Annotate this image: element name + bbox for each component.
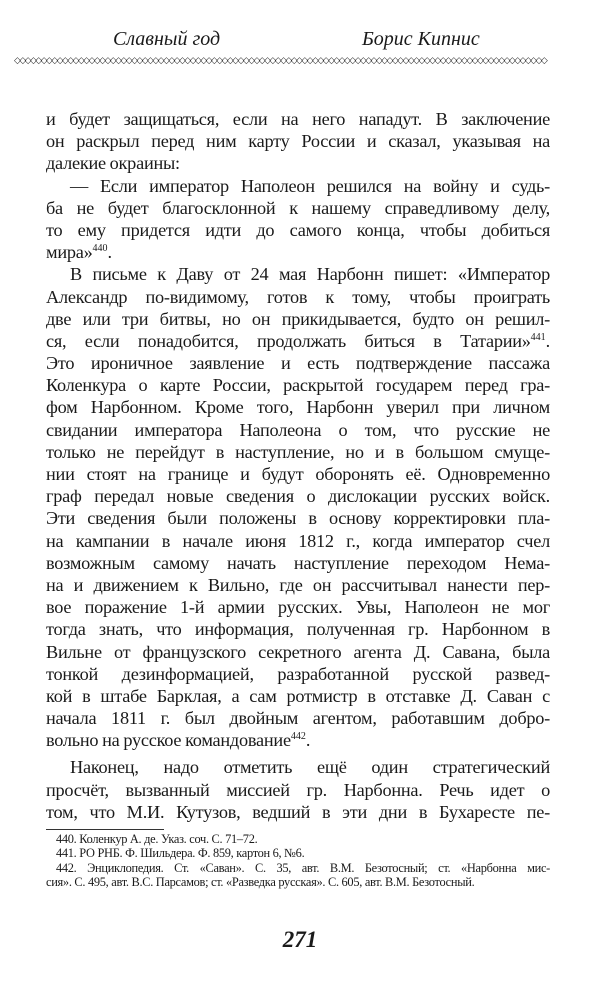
text-line xyxy=(46,507,550,529)
footnote-ref[interactable]: 440 xyxy=(92,243,108,255)
text-line xyxy=(46,685,550,707)
text-line-content: тонкой дезинформацией, разработанной русской развед- xyxy=(46,663,550,684)
footnote-line: 440. Коленкур А. де. Указ. соч. С. 71–72. xyxy=(56,832,258,846)
page-number: 271 xyxy=(282,927,318,952)
text-line xyxy=(46,530,550,552)
running-header-title: Славный год xyxy=(113,28,221,50)
text-line-content: две или три битвы, но он прикидывается, будто он решил- xyxy=(46,308,550,329)
footnote-line: 441. РО РНБ. Ф. Шильдера. Ф. 859, картон 6, №6. xyxy=(56,846,305,861)
text-line xyxy=(46,197,550,219)
body-text xyxy=(46,108,550,823)
text-line xyxy=(46,108,550,130)
text-line xyxy=(46,729,550,751)
text-line xyxy=(46,263,550,285)
text-line-content: фом Нарбонном. Кроме того, Нарбонн уверил при личном xyxy=(46,397,550,418)
text-line-content: В письме к Даву от 24 мая Нарбонн пишет: «Император xyxy=(70,264,550,285)
text-line-content: том, что М.И. Кутузов, ведший в эти дни в Бухаресте пе- xyxy=(46,801,550,822)
text-line-content: мира» xyxy=(46,242,93,263)
text-line-content: свидании императора Наполеона о том, что русские не xyxy=(46,419,550,440)
footnote-line: сия». С. 495, авт. В.С. Парсамов; ст. «Разведка русская». С. 605, авт. В.М. Безотосный. xyxy=(46,874,475,889)
text-line xyxy=(46,596,550,618)
text-line xyxy=(46,574,550,596)
text-line-content: Наконец, надо отметить ещё один стратегический xyxy=(70,757,550,778)
text-line xyxy=(46,352,550,374)
text-line-content: то ему придется идти до самого конца, чтобы добиться xyxy=(46,219,550,240)
text-line-tail: . xyxy=(305,730,311,751)
text-line-tail: . xyxy=(545,330,550,351)
footnotes xyxy=(46,832,550,889)
text-line-content: ся, если понадобится, продолжать биться в Татарии» xyxy=(46,330,531,351)
footnote-line: 442. Энциклопедия. Ст. «Саван». С. 35, авт. В.М. Безотосный; ст. «Нарбонна мис- xyxy=(56,860,550,875)
running-header-author: Борис Кипнис xyxy=(362,28,480,50)
text-line-content: далекие окраины: xyxy=(46,153,180,174)
text-line-content: возможным самому начать наступление переходом Нема- xyxy=(46,552,550,573)
text-line-tail: . xyxy=(107,242,112,263)
text-line-content: на и движением к Вильно, где он рассчитывал нанести пер- xyxy=(46,574,550,595)
footnote-separator xyxy=(46,829,164,830)
text-line-content: Вильне от французского секретного агента Д. Савана, была xyxy=(46,641,550,662)
text-line xyxy=(46,463,550,485)
text-line xyxy=(46,286,550,308)
text-line-content: только не перейдут в наступление, но и в большом смуще- xyxy=(46,441,550,462)
text-line xyxy=(46,330,550,352)
text-line xyxy=(46,707,550,729)
text-line-content: граф передал новые сведения о дислокации русских войск. xyxy=(46,486,550,507)
text-line xyxy=(46,441,550,463)
text-line xyxy=(46,219,550,241)
text-line xyxy=(46,396,550,418)
text-line-content: — Если император Наполеон решился на войну и судь- xyxy=(70,175,550,196)
text-line xyxy=(46,419,550,441)
text-line xyxy=(46,308,550,330)
text-line-content: просчёт, вызванный миссией гр. Нарбонна. Речь идет о xyxy=(46,779,550,800)
text-line xyxy=(46,241,550,263)
text-line-content: Это ироничное заявление и есть подтверждение пассажа xyxy=(46,353,550,374)
text-line-content: кой в штабе Барклая, а сам ротмистр в отставке Д. Саван с xyxy=(46,685,550,706)
text-line-content: начала 1811 г. был двойным агентом, работавшим добро- xyxy=(46,708,550,729)
text-line xyxy=(46,801,550,823)
text-line-content: Александр по-видимому, готов к тому, чтобы проиграть xyxy=(46,286,550,307)
text-line xyxy=(46,756,550,778)
footnote-ref[interactable]: 442 xyxy=(290,731,306,743)
text-line-content: и будет защищаться, если на него нападут. В заключение xyxy=(46,109,550,129)
text-line-content: Эти сведения были положены в основу корректировки пла- xyxy=(46,508,550,529)
header-ornament-divider: ◇◇◇◇◇◇◇◇◇◇◇◇◇◇◇◇◇◇◇◇◇◇◇◇◇◇◇◇◇◇◇◇◇◇◇◇◇◇◇◇◇◇◇◇◇◇◇◇◇◇◇◇◇◇◇◇◇◇◇◇◇◇◇◇◇◇◇◇◇◇◇◇◇◇◇◇◇◇◇◇◇◇◇◇◇◇◇◇◇◇◇◇◇◇◇◇◇◇◇◇ xyxy=(14,55,547,65)
text-line xyxy=(46,552,550,574)
text-line xyxy=(46,175,550,197)
text-line xyxy=(46,618,550,640)
text-line-content: вольно на русское командование xyxy=(46,730,291,751)
text-line xyxy=(46,130,550,152)
text-line-content: тогда знать, что информация, полученная гр. Нарбонном в xyxy=(46,619,550,640)
text-line xyxy=(46,641,550,663)
text-line xyxy=(46,779,550,801)
text-line-content: Коленкура о карте России, раскрытой государем перед гра- xyxy=(46,375,550,396)
text-line-content: нии стоят на границе и будут оборонять её. Одновременно xyxy=(46,464,550,484)
text-line xyxy=(46,663,550,685)
text-line xyxy=(46,374,550,396)
text-line xyxy=(46,485,550,507)
text-line xyxy=(46,152,550,174)
text-line-content: он раскрыл перед ним карту России и сказал, указывая на xyxy=(46,131,550,152)
text-line-content: на кампании в начале июня 1812 г., когда император счел xyxy=(46,530,550,551)
footnote-ref[interactable]: 441 xyxy=(530,331,546,343)
text-line-content: ба не будет благосклонной к нашему справедливому делу, xyxy=(46,197,550,218)
text-line-content: вое поражение 1-й армии русских. Увы, Наполеон не мог xyxy=(46,597,550,618)
